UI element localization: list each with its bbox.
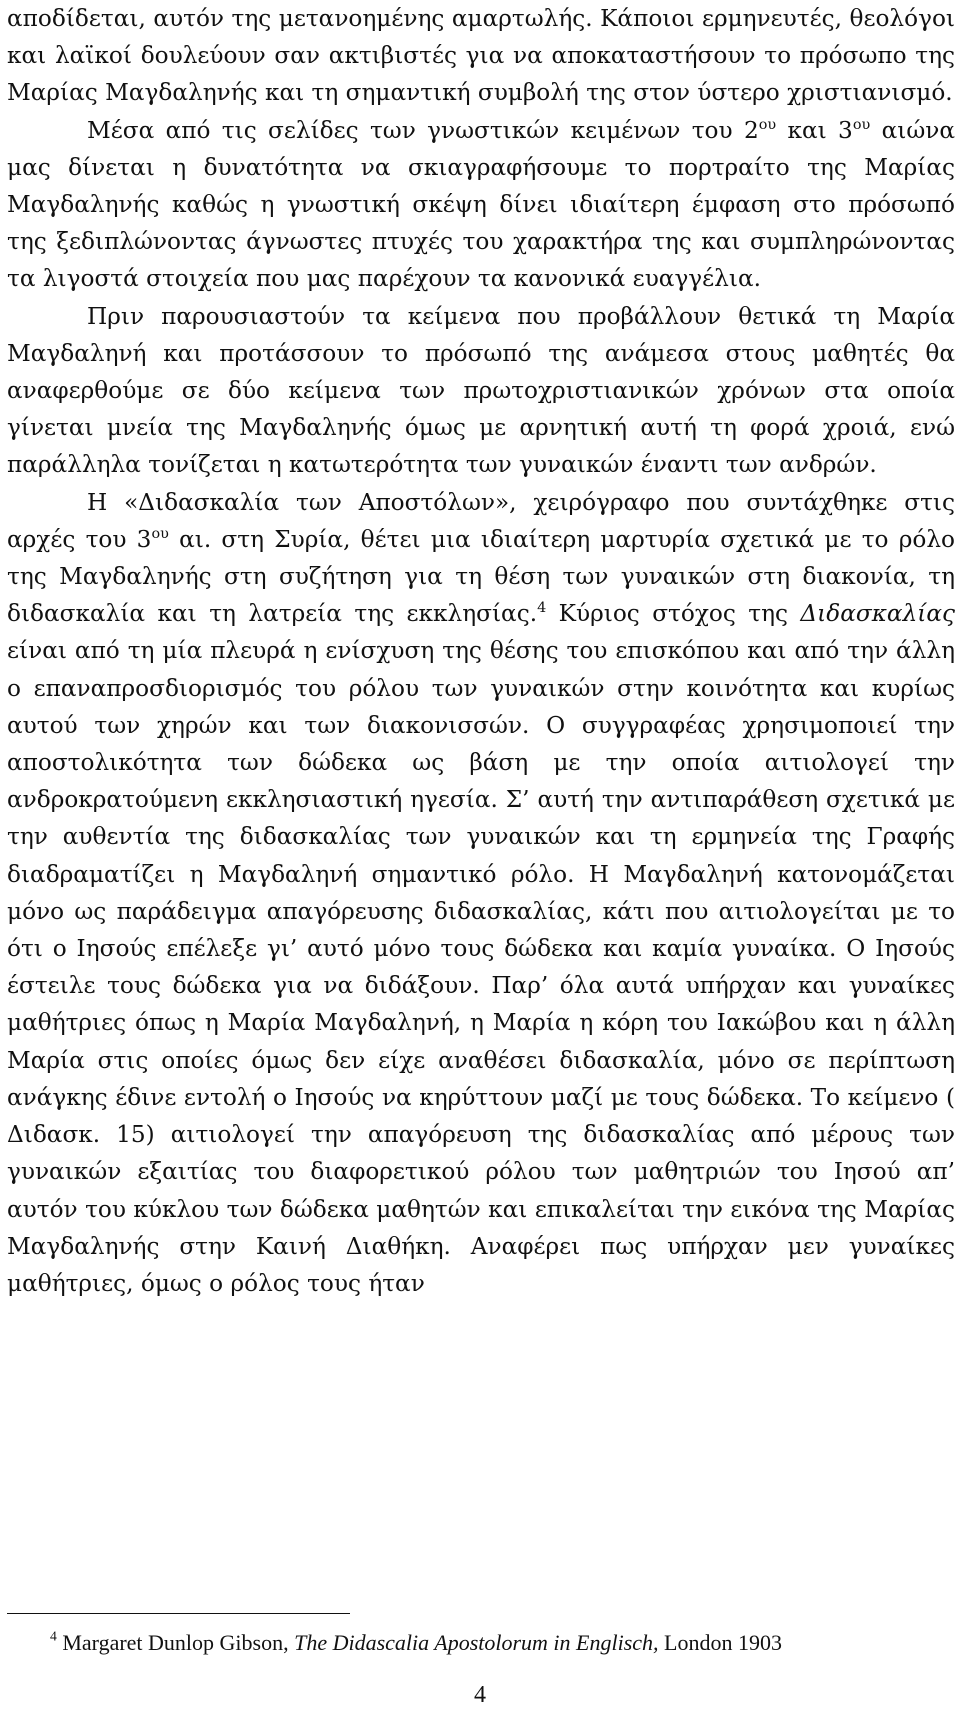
paragraph — [7, 298, 955, 484]
footnote-rest: London 1903 — [658, 1630, 782, 1655]
superscript: 4 — [537, 600, 547, 617]
body-text — [7, 0, 955, 1302]
text-run: και 3 — [776, 116, 853, 144]
text-run: είναι από τη μία πλευρά η ενίσχυση της θέσης του επισκόπου και από την άλλη ο επαναπροσδιορισμός του ρόλου των γυναικών στην κοινότητα και κυρίως αυτού των χηρών και των διακονισσών. Ο συγγραφέας χρησιμοποιεί την αποστολικότητα των δώδεκα ως βάση με την οποία αιτιολογεί την ανδροκρατούμενη εκκλησιαστική ηγεσία. Σ’ αυτή την αντιπαράθεση σχετικά με την αυθεντία της διδασκαλίας των γυναικών και τη ερμηνεία της Γραφής διαδραματίζει η Μαγδαληνή σημαντικό ρόλο. Η Μαγδαληνή κατονομάζεται μόνο ως παράδειγμα απαγόρευσης διδασκαλίας, κάτι που αιτιολογείται με το ότι ο Ιησούς επέλεξε γι’ αυτό μόνο τους δώδεκα και καμία γυναίκα. Ο Ιησούς έστειλε τους δώδεκα για να διδάξουν. Παρ’ όλα αυτά υπήρχαν και γυναίκες μαθήτριες όπως η Μαρία Μαγδαληνή, η Μαρία η κόρη του Ιακώβου και η άλλη Μαρία στις οποίες όμως δεν είχε αναθέσει διδασκαλία, μόνο σε περίπτωση ανάγκης έδινε εντολή ο Ιησούς να κηρύττουν μαζί με τους δώδεκα. Το κείμενο ( Διδασκ. 15) αιτιολογεί την απαγόρευση της διδασκαλίας από μέρους των γυναικών εξαιτίας του διαφορετικού ρόλου των μαθητριών του Ιησού απ’ αυτόν του κύκλου των δώδεκα μαθητών και επικαλείται την εικόνα της Μαρίας Μαγδαληνής στην Καινή Διαθήκη. Αναφέρει πως υπήρχαν μεν γυναίκες μαθήτριες, όμως ο ρόλος τους ήταν — [7, 637, 955, 1297]
paragraph — [7, 484, 955, 1302]
superscript: ου — [758, 116, 777, 133]
text-run: Κύριος στόχος της — [546, 600, 801, 628]
text-run: Πριν παρουσιαστούν τα κείμενα που προβάλλουν θετικά τη Μαρία Μαγδαληνή και προτάσσουν το πρόσωπό της ανάμεσα στους μαθητές θα αναφερθούμε σε δύο κείμενα των πρωτοχριστιανικών χρόνων στα οποία γίνεται μνεία της Μαγδαληνής όμως με αρνητική αυτή τη φορά χροιά, ενώ παράλληλα τονίζεται η κατωτερότητα των γυναικών έναντι των ανδρών. — [7, 302, 955, 479]
paragraph — [7, 0, 955, 112]
text-run: αιώνα μας δίνεται η δυνατότητα να σκιαγραφήσουμε το πορτραίτο της Μαρίας Μαγδαληνής καθώς η γνωστική σκέψη δίνει ιδιαίτερη έμφαση στο πρόσωπό της ξεδιπλώνοντας άγνωστες πτυχές του χαρακτήρα της και συμπληρώνοντας τα λιγοστά στοιχεία που μας παρέχουν τα κανονικά ευαγγέλια. — [7, 116, 955, 293]
footnote-number: 4 — [50, 1628, 57, 1644]
footnote-author: Margaret Dunlop Gibson, — [62, 1630, 295, 1655]
footnote — [50, 1628, 930, 1658]
footnote-title: The Didascalia Apostolorum in Englisch, — [294, 1630, 659, 1655]
text-run: Μέσα από τις σελίδες των γνωστικών κειμένων του 2 — [87, 116, 759, 144]
text-run: Η «Διδασκαλία των Αποστόλων», χειρόγραφο που συντάχθηκε στις αρχές του 3 — [7, 488, 955, 553]
paragraph — [7, 112, 955, 298]
text-run: αποδίδεται, αυτόν της μετανοημένης αμαρτωλής. Κάποιοι ερμηνευτές, θεολόγοι και λαϊκοί δουλεύουν σαν ακτιβιστές για να αποκαταστήσουν το πρόσωπο της Μαρίας Μαγδαληνής και τη σημαντική συμβολή της στον ύστερο χριστιανισμό. — [7, 5, 955, 107]
superscript: ου — [852, 116, 871, 133]
text-run: αι. στη Συρία, θέτει μια ιδιαίτερη μαρτυρία σχετικά με το ρόλο της Μαγδαληνής στη συζήτηση για τη θέση των γυναικών στη διακονία, τη διδασκαλία και τη λατρεία της εκκλησίας. — [7, 525, 955, 628]
emphasis-text: Διδασκαλίας — [800, 600, 956, 628]
footnote-separator — [7, 1613, 350, 1614]
page-number: 4 — [474, 1682, 486, 1708]
superscript: ου — [151, 525, 169, 542]
